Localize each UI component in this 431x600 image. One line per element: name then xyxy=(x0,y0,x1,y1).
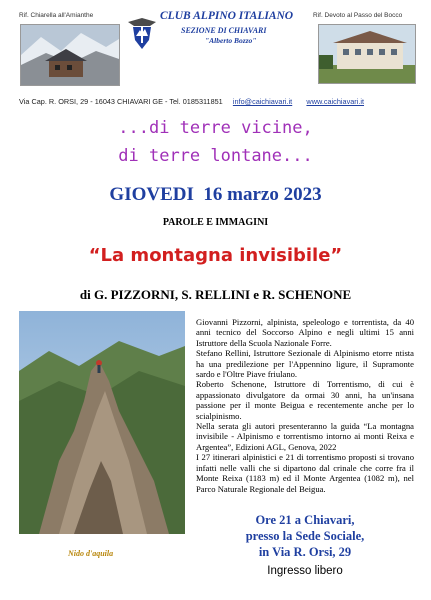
description-paragraph: Giovanni Pizzorni, alpinista, speleologo e torrentista, da 40 anni tecnico del Soccorso Alpino e negli ultimi 15 anni Istruttore della Scuola Nazionale Forre. xyxy=(196,317,414,348)
right-photo-caption: Rif. Devoto al Passo del Bocco xyxy=(313,12,403,19)
club-name: "Alberto Bozzo" xyxy=(205,36,257,45)
contact-line xyxy=(19,97,364,106)
venue-place: presso la Sede Sociale, xyxy=(245,529,365,543)
club-section: SEZIONE DI CHIAVARI xyxy=(181,26,267,35)
entry-info: Ingresso libero xyxy=(267,565,343,577)
description-paragraph: Roberto Schenone, Istruttore di Torrentismo, di cui è appassionato divulgatore da ormai 30 anni, ha un'insana passione per il monte Beigua e recentemente anche per lo scialpinismo. xyxy=(196,379,414,421)
tagline-line2: di terre lontane... xyxy=(118,146,313,166)
rifugio-devoto-photo xyxy=(318,24,416,84)
event-subtitle: PAROLE E IMMAGINI xyxy=(162,217,269,228)
climbing-photo xyxy=(19,311,185,534)
venue-time: Ore 21 a Chiavari, xyxy=(255,513,355,527)
cai-emblem-icon xyxy=(126,16,158,52)
rifugio-chiarella-photo xyxy=(20,24,120,86)
venue-block xyxy=(196,512,414,560)
photo-caption: Nido d'aquila xyxy=(68,549,114,558)
club-title: CLUB ALPINO ITALIANO xyxy=(160,10,294,22)
event-title: “La montagna invisibile” xyxy=(88,245,343,266)
left-photo-caption: Rif. Chiarella all'Amianthe xyxy=(19,12,94,19)
venue-address: in Via R. Orsi, 29 xyxy=(258,545,352,559)
event-date: GIOVEDI 16 marzo 2023 xyxy=(109,184,322,205)
website-link[interactable]: www.caichiavari.it xyxy=(306,97,365,106)
email-link[interactable]: info@caichiavari.it xyxy=(232,97,293,106)
tagline-line1: ...di terre vicine, xyxy=(118,118,313,138)
event-authors: di G. PIZZORNI, S. RELLINI e R. SCHENONE xyxy=(79,287,352,302)
description-block xyxy=(196,317,414,494)
description-paragraph: Nella serata gli autori presenteranno la guida “La montagna invisibile - Alpinismo e torrentismo intorno ai monti Reixa e Argentea”, Edizioni AGL, Genova, 2022 xyxy=(196,421,414,452)
description-paragraph: I 27 itinerari alpinistici e 21 di torrentismo proposti si trovano infatti nelle valli che si dipartono dal crinale che corre fra il Monte Reixa (1183 m) ed il Monte Argentea (1082 m), nel Parco Naturale Regionale del Beigua. xyxy=(196,452,414,494)
address-text: Via Cap. R. ORSI, 29 - 16043 CHIAVARI GE - Tel. 0185311851 xyxy=(19,97,223,106)
description-paragraph: Stefano Rellini, Istruttore Sezionale di Alpinismo etorre ntista ha una predilezione per l'Appennino ligure, il Supramonte sardo e l'Oltre Piave friulano. xyxy=(196,348,414,380)
